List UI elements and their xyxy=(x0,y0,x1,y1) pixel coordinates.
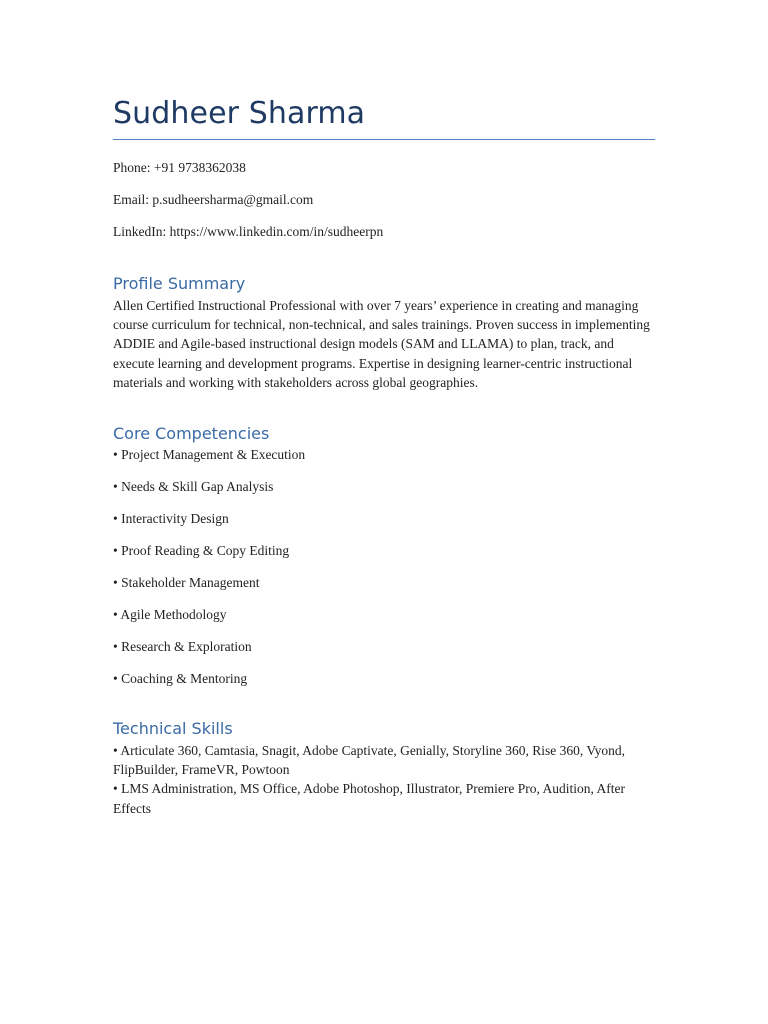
technical-skills-list xyxy=(113,741,655,818)
contact-email: Email: p.sudheersharma@gmail.com xyxy=(113,192,314,207)
list-item xyxy=(113,741,655,779)
list-item xyxy=(113,478,655,495)
bullet-glyph: • xyxy=(113,543,118,559)
bullet-glyph: • xyxy=(113,743,118,759)
competency-text: Proof Reading & Copy Editing xyxy=(121,543,290,559)
list-item xyxy=(113,779,655,817)
list-item xyxy=(113,574,655,591)
list-item xyxy=(113,446,655,463)
competency-text: Research & Exploration xyxy=(121,639,252,655)
bullet-glyph: • xyxy=(113,607,118,623)
list-item xyxy=(113,670,655,687)
list-item xyxy=(113,542,655,559)
profile-summary-heading: Profile Summary xyxy=(113,274,246,293)
skill-text: Articulate 360, Camtasia, Snagit, Adobe Captivate, Genially, Storyline 360, Rise 360, Vyond, FlipBuilder, FrameVR, Powtoon xyxy=(113,743,626,778)
competency-text: Project Management & Execution xyxy=(121,447,306,463)
bullet-glyph: • xyxy=(113,671,118,687)
profile-summary-text: Allen Certified Instructional Professional with over 7 years’ experience in creating and managing course curriculum for technical, non-technical, and sales trainings. Proven success in implementing ADDIE and Agile-based instructional design models (SAM and LLAMA) to plan, track, and execute learning and development programs. Expertise in designing learner-centric instructional materials and working with stakeholders across global geographies. xyxy=(113,298,650,390)
bullet-glyph: • xyxy=(113,479,118,495)
resume-page xyxy=(113,92,655,818)
contact-phone: Phone: +91 9738362038 xyxy=(113,160,246,175)
competency-text: Needs & Skill Gap Analysis xyxy=(121,479,274,495)
bullet-glyph: • xyxy=(113,781,118,797)
list-item xyxy=(113,510,655,527)
candidate-name: Sudheer Sharma xyxy=(113,96,366,131)
bullet-glyph: • xyxy=(113,447,118,463)
competency-text: Stakeholder Management xyxy=(121,575,260,591)
bullet-glyph: • xyxy=(113,639,118,655)
bullet-glyph: • xyxy=(113,511,118,527)
skill-text: LMS Administration, MS Office, Adobe Photoshop, Illustrator, Premiere Pro, Audition, After Effects xyxy=(113,781,626,816)
core-competencies-heading: Core Competencies xyxy=(113,424,270,444)
competency-text: Interactivity Design xyxy=(121,511,229,527)
competency-text: Coaching & Mentoring xyxy=(121,671,248,687)
bullet-glyph: • xyxy=(113,575,118,591)
title-divider xyxy=(113,139,655,140)
list-item xyxy=(113,606,655,623)
competency-text: Agile Methodology xyxy=(120,607,227,623)
list-item xyxy=(113,638,655,655)
contact-linkedin: LinkedIn: https://www.linkedin.com/in/sudheerpn xyxy=(113,224,384,239)
core-competencies-list xyxy=(113,446,655,687)
technical-skills-heading: Technical Skills xyxy=(113,719,233,739)
